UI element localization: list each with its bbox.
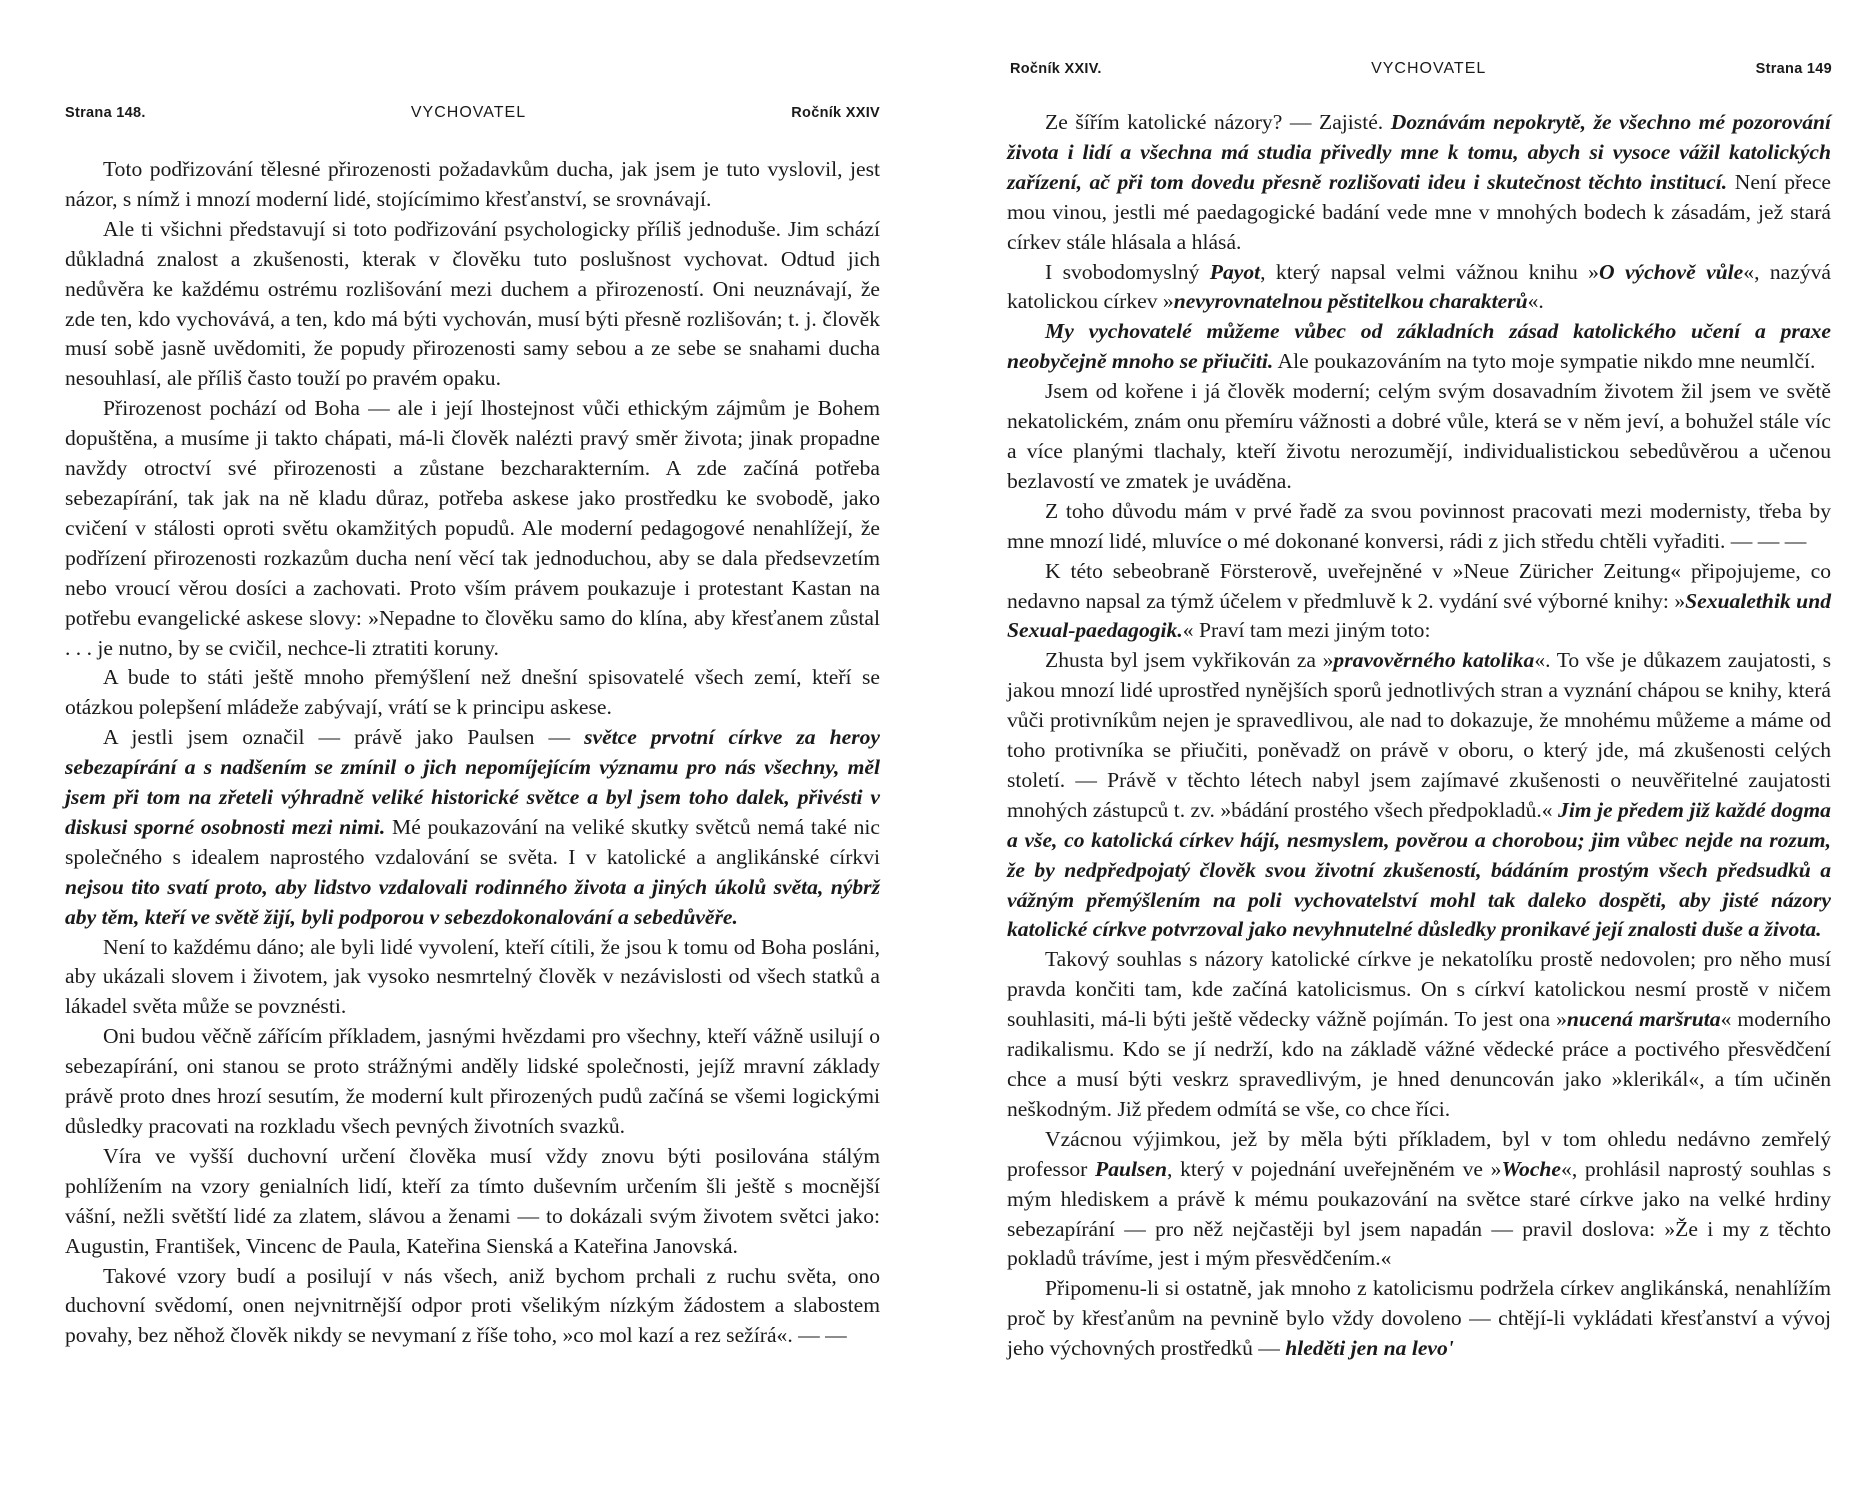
text-run: K této sebeobraně Försterově, uveřejněné v »Neue Züricher Zeitung« připojujeme, co nedavno napsal za týmž účelem v předmluvě k 2. vydání své výborné knihy: » [1007, 558, 1831, 613]
text-run: Ale poukazováním na tyto moje sympatie nikdo mne neumlčí. [1273, 349, 1816, 374]
text-run: Připomenu-li si ostatně, jak mnoho z katolicismu podržela církev anglikánská, nenahlížím proč by křesťanům na pevnině bylo vždy dovoleno — chtějí-li vykládati křesťanství a vývoj jeho výchovných prostředků — [1007, 1276, 1831, 1361]
emphasized-text: Payot [1209, 259, 1261, 284]
paragraph [1007, 317, 1831, 377]
right-volume: Ročník XXIV. [1010, 61, 1102, 77]
paragraph [65, 663, 880, 723]
paragraph [65, 723, 880, 932]
text-run: Toto podřizování tělesné přirozenosti požadavkům ducha, jak jsem je tuto vyslovil, jest názor, s nímž i mnozí moderní lidé, stojícímimo křesťanství, se srovnávají. [65, 157, 880, 211]
text-run: , který napsal velmi vážnou knihu » [1260, 259, 1599, 284]
emphasized-text: světce prvotní církve za heroy sebezapírání a s nadšením se zmínil o jich nepomíjejícím významu pro nás všechny, měl jsem při tom na zřeteli výhradně veliké historické světce a byl jsem toho dalek, přivésti v diskusi sporné osobnosti mezi nimi. [65, 725, 880, 839]
left-journal-title: VYCHOVATEL [410, 104, 527, 121]
paragraph [1007, 557, 1831, 647]
text-run: Ze šířím katolické názory? — Zajisté. [1045, 110, 1391, 134]
paragraph [65, 155, 880, 215]
paragraph [1007, 258, 1831, 318]
right-page-number: Strana 149 [1755, 61, 1832, 77]
right-journal-title: VYCHOVATEL [1371, 60, 1487, 77]
emphasized-text: Sexualethik und Sexual-paedagogik. [1007, 588, 1831, 643]
text-run: , který v pojednání uveřejněném ve » [1167, 1156, 1502, 1181]
paragraph [65, 933, 880, 1023]
text-run: « moderního radikalismu. Kdo se jí nedrží, kdo na základě vážné vědecké práce a poctivého přesvědčení chce a musí býti veskrz spravedlivým, je hned denuncován jako »klerikál«, a tím učiněn neškodným. Již předem odmítá se vše, co chce říci. [1007, 1007, 1831, 1121]
text-run: «. [1527, 289, 1544, 314]
emphasized-text: pravověrného katolika [1333, 648, 1535, 673]
emphasized-text: nucená maršruta [1566, 1007, 1721, 1032]
emphasized-text: Paulsen [1095, 1156, 1168, 1181]
text-run: Není přece mou vinou, jestli mé paedagogické badání vede mne v mnohých bodech k zásadám, jež stará církev stále hlásala a hlásá. [1007, 169, 1831, 254]
text-run: Přirozenost pochází od Boha — ale i její lhostejnost vůči ethickým zájmům je Bohem dopuštěna, a musíme ji takto chápati, má-li člověk nalézti pravý směr života; jinak propadne navždy otroctví své přirozenosti a zůstane bezcharakterním. A zde začíná potřeba sebezapírání, tak jak na ně kladu důraz, potřeba askese jako prostředku ke svobodě, jako cvičení v stálosti oproti světu okamžitých popudů. Ale moderní pedagogové nenahlížejí, že podřízení přirozenosti rozkazům ducha není věcí tak jednoduchou, aby se dala předsevzetím nebo vroucí věrou dosíci a zachovati. Proto vším právem poukazuje i protestant Kastan na potřebu evangelické askese slovy: »Nepadne to člověku samo do klína, aby křesťanem zůstal . . . je nutno, by se cvičil, nechce-li ztratiti koruny. [65, 396, 880, 660]
text-run: « Praví tam mezi jiným toto: [1182, 618, 1431, 643]
text-run: I svobodomyslný [1045, 259, 1210, 284]
text-run: Takový souhlas s názory katolické církve je nekatolíku prostě nedovolen; pro něho musí pravda končiti tam, kde začíná katolicismus. On s církví katolickou nesmí prostě v ničem souhlasiti, má-li býti ještě vědecky vážně pojímán. To jest ona » [1007, 947, 1831, 1032]
emphasized-text: nejsou tito svatí proto, aby lidstvo vzdalovali rodinného života a jiných úkolů světa, nýbrž aby těm, kteří ve světě žijí, byli podporou v sebezdokonalování a sebedůvěře. [65, 874, 880, 929]
text-run: Víra ve vyšší duchovní určení člověka musí vždy znovu býti posilována stálým pohlížením na vzory genialních lidí, kteří za tímto duševním určením šli ještě s mocnější vášní, nežli světští lidé za zlatem, slávou a ženami — to dokázali svým životem světci jako: Augustin, František, Vincenc de Paula, Kateřina Sienská a Kateřina Janovská. [65, 1143, 880, 1258]
paragraph [1007, 497, 1831, 557]
text-run: Z toho důvodu mám v prvé řadě za svou povinnost pracovati mezi modernisty, třeba by mne mnozí lidé, mluvíce o mé dokonané konversi, rádi z jich středu chtěli vyřaditi. — — — [1007, 498, 1831, 553]
right-body-text [1007, 108, 1831, 1364]
text-run: A jestli jsem označil — právě jako Paulsen — [103, 725, 585, 750]
emphasized-text: Jim je předem již každé dogma a vše, co katolická církev hájí, nesmyslem, pověrou a chorobou; jim vůbec nejde na rozum, že by nedpředpojatý člověk svou životní zkušeností, bádáním prostým všech předsudků a vážným přemýšlením na poli vychovatelství mohl tak daleko dospěti, aby jisté názory katolické církve potvrzoval jako nevyhnutelné důsledky pronikavé její znalosti duše a života. [1007, 797, 1831, 942]
emphasized-text: hleděti jen na levo' [1285, 1336, 1454, 1361]
text-run: «, prohlásil naprostý souhlas s mým hlediskem a právě k mému poukazování na světce staré církve jako na velké hrdiny sebezapírání — pro něž nejčastěji byl jsem napadán — pravil doslova: »Že i my z těchto pokladů trávíme, jest i mým přesvědčením.« [1007, 1156, 1831, 1271]
paragraph [65, 1022, 880, 1142]
text-run: Oni budou věčně zářícím příkladem, jasnými hvězdami pro všechny, kteří vážně usilují o sebezapírání, oni stanou se proto strážnými anděly lidské společnosti, jejíž mravní základy právě proto dnes hrozí sesutím, že moderní kult přirozených pudů začíná se všemi logickými důsledky pracovati na rozkladu všech pevných životních svazků. [65, 1024, 880, 1138]
emphasized-text: nevyrovnatelnou pěstitelkou charakterů [1173, 289, 1528, 314]
text-run: «, nazývá katolickou církev » [1007, 259, 1832, 314]
paragraph [1007, 1125, 1831, 1275]
right-running-header [1010, 60, 1832, 78]
text-run: Vzácnou výjimkou, jež by měla býti příkladem, byl v tom ohledu nedávno zemřelý professor [1007, 1126, 1831, 1181]
paragraph [65, 1262, 880, 1352]
text-run: Není to každému dáno; ale byli lidé vyvolení, kteří cítili, že jsou k tomu od Boha posláni, aby ukázali slovem i životem, jak vysoko nesmrtelný člověk v nezávislosti od všech statků a lákadel světa může se povznésti. [65, 934, 880, 1019]
paragraph [65, 215, 880, 394]
left-volume: Ročník XXIV [791, 105, 880, 121]
text-run: Mé poukazování na veliké skutky světců nemá také nic společného s idealem naprostého vzdalování se světa. I v katolické a anglikánské církvi [65, 814, 880, 869]
left-body-text [65, 155, 880, 1351]
paragraph [1007, 945, 1831, 1124]
text-run: Takové vzory budí a posilují v nás všech, aniž bychom prchali z ruchu světa, ono duchovní svědomí, onen nejvnitrnější odpor proti všelikým nízkým žádostem a slabostem povahy, bez něhož člověk nikdy se nevymaní z říše toho, »co mol kazí a rez sežírá«. — — [65, 1263, 880, 1348]
text-run: A bude to státi ještě mnoho přemýšlení než dnešní spisovatelé všech zemí, kteří se otázkou polepšení mládeže zabývají, vrátí se k principu askese. [65, 665, 880, 720]
text-run: Ale ti všichni představují si toto podřizování psychologicky příliš jednoduše. Jim schází důkladná znalost a zkušenosti, kterak v člověku tuto poslušnost vychovat. Odtud jich nedůvěra ke každému ostrému rozlišování mezi duchem a přirozeností. Oni neuznávají, že zde ten, kdo vychovává, a ten, kdo má býti vychován, musí býti přesně rozlišován; t. j. člověk musí sobě jasně uvědomiti, že popudy přirozenosti samy sebou a ze sebe se snahami ducha nesouhlasí, ale příliš často touží po pravém opaku. [65, 216, 880, 391]
paragraph [1007, 646, 1831, 945]
text-run: Zhusta byl jsem vykřikován za » [1045, 648, 1334, 673]
emphasized-text: Doznávám nepokrytě, že všechno mé pozorování života i lidí a všechna má studia přivedly mne k tomu, abych si vysoce vážil katolických zařízení, ač při tom dovedu přesně rozlišovati ideu i skutečnost těchto institucí. [1007, 110, 1831, 194]
emphasized-text: O výchově vůle [1598, 259, 1744, 284]
paragraph [1007, 108, 1831, 258]
emphasized-text: My vychovatelé můžeme vůbec od základních zásad katolického učení a praxe neobyčejně mnoho se přiučiti. [1007, 319, 1831, 374]
paragraph [1007, 377, 1831, 497]
text-run: Jsem od kořene i já člověk moderní; celým svým dosavadním životem žil jsem ve světě nekatolickém, znám onu přemíru vážnosti a dobré vůle, která se v něm jeví, a bohužel stále víc a více planými tlachaly, kteří životu nerozumějí, individualistickou sebedůvěrou a učenou bezlavostí ve zmatek je uváděna. [1007, 379, 1831, 493]
text-run: «. To vše je důkazem zaujatosti, s jakou mnozí lidé uprostřed nynějších sporů jednotlivých stran a vyznání chápou se knihy, která vůči protivníkům nejen je spravedlivou, ale nad to dokazuje, že mnohému můžeme a máme od toho protivníka se přiučiti, poněvadž on právě v oboru, o který jde, má zkušenosti celých století. — Právě v těchto létech nabyl jsem zajímavé zkušenosti o neuvěřitelné zaujatosti mnohých zástupců t. zv. »bádání prostého všech předpokladů.« [1007, 648, 1831, 822]
left-running-header [65, 104, 880, 122]
paragraph [65, 1142, 880, 1262]
emphasized-text: Woche [1501, 1156, 1562, 1181]
right-page [990, 0, 1870, 1501]
left-page-number: Strana 148. [65, 105, 146, 121]
paragraph [1007, 1274, 1831, 1364]
paragraph [65, 394, 880, 663]
